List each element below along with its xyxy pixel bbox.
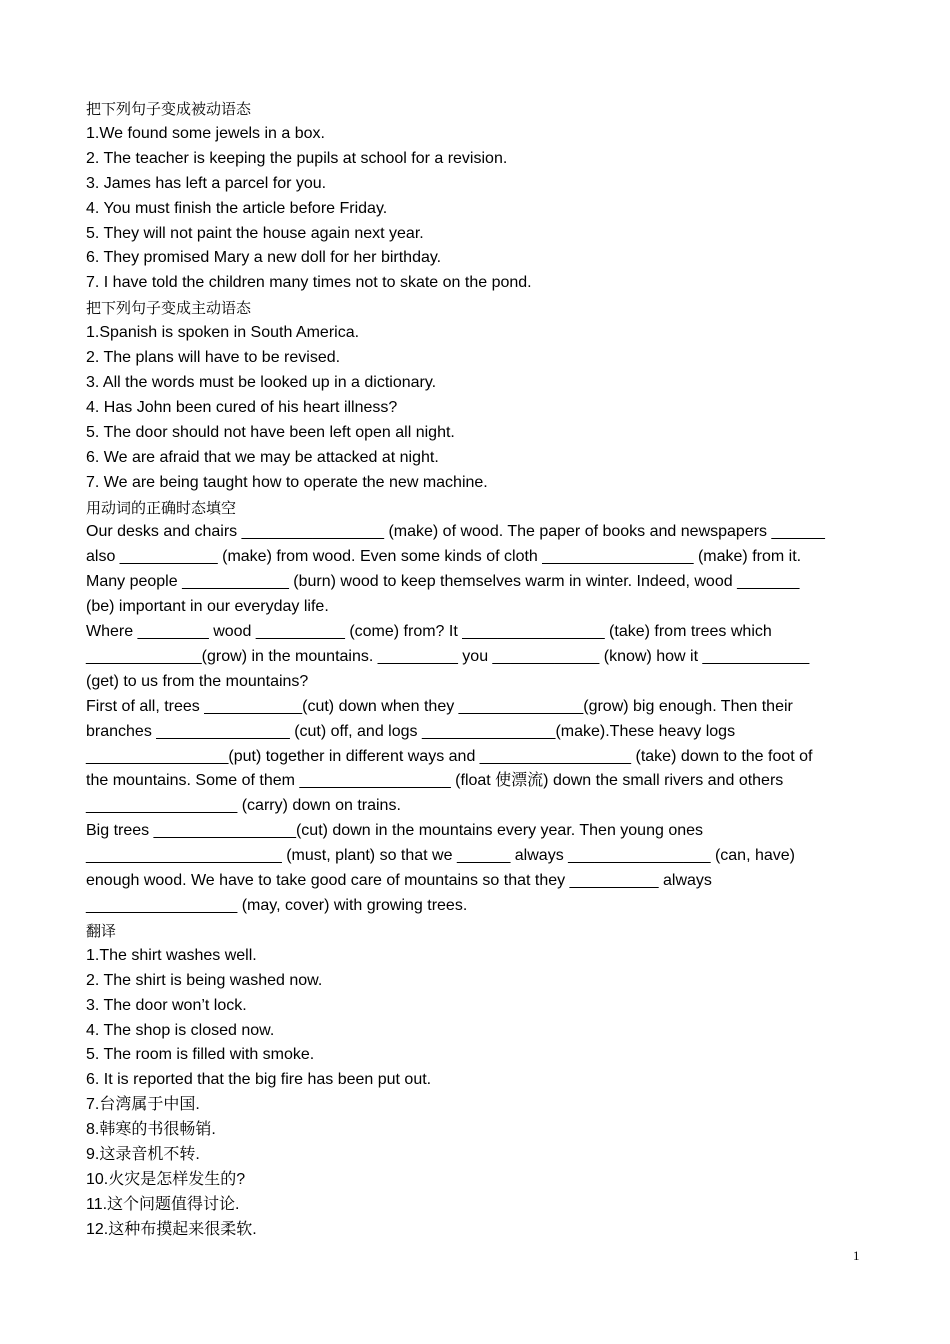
passage-line: the mountains. Some of them _________________ (float 使漂流) down the small rivers and others — [86, 772, 784, 790]
passage-line: _________________ (carry) down on trains. — [86, 797, 401, 815]
exercise-item: 12.这种布摸起来很柔软. — [86, 1220, 257, 1238]
exercise-item: 2. The teacher is keeping the pupils at school for a revision. — [86, 149, 508, 167]
passage-line: Our desks and chairs ________________ (make) of wood. The paper of books and newspapers ______ — [86, 523, 825, 541]
exercise-item: 10.火灾是怎样发生的? — [86, 1170, 246, 1188]
exercise-item: 8.韩寒的书很畅销. — [86, 1121, 216, 1139]
exercise-item: 3. The door won’t lock. — [86, 996, 247, 1014]
page-number: 1 — [853, 1248, 860, 1263]
exercise-item: 5. The room is filled with smoke. — [86, 1046, 315, 1064]
exercise-item: 7.台湾属于中国. — [86, 1096, 200, 1114]
exercise-item: 2. The shirt is being washed now. — [86, 971, 323, 989]
exercise-item: 4. You must finish the article before Friday. — [86, 199, 388, 217]
exercise-item: 5. They will not paint the house again next year. — [86, 224, 424, 242]
passage-line: _________________ (may, cover) with growing trees. — [86, 897, 468, 914]
section-heading-fill-blank: 用动词的正确时态填空 — [86, 498, 237, 517]
exercise-item: 7. We are being taught how to operate the new machine. — [86, 473, 488, 491]
section-heading-translate: 翻译 — [86, 921, 117, 940]
section-heading-active: 把下列句子变成主动语态 — [86, 299, 252, 318]
exercise-item: 1.Spanish is spoken in South America. — [86, 324, 360, 342]
exercise-item: 6. They promised Mary a new doll for her birthday. — [86, 249, 442, 267]
exercise-item: 1.The shirt washes well. — [86, 946, 257, 964]
passage-line: also ___________ (make) from wood. Even some kinds of cloth _________________ (make) from it. — [86, 548, 802, 566]
exercise-item: 2. The plans will have to be revised. — [86, 349, 341, 367]
passage-line: Big trees ________________(cut) down in the mountains every year. Then young ones — [86, 822, 704, 840]
exercise-item: 4. The shop is closed now. — [86, 1021, 275, 1039]
exercise-item: 6. We are afraid that we may be attacked at night. — [86, 448, 439, 466]
exercise-item: 4. Has John been cured of his heart illness? — [86, 398, 398, 416]
passage-line: ______________________ (must, plant) so that we ______ always ________________ (can, have) — [86, 847, 795, 865]
exercise-item: 3. All the words must be looked up in a dictionary. — [86, 373, 437, 391]
exercise-item: 1.We found some jewels in a box. — [86, 124, 325, 142]
passage-line: (get) to us from the mountains? — [86, 672, 309, 690]
exercise-item: 6. It is reported that the big fire has been put out. — [86, 1071, 432, 1089]
passage-line: ________________(put) together in different ways and _________________ (take) down to the foot of — [86, 747, 813, 765]
passage-line: _____________(grow) in the mountains. _________ you ____________ (know) how it ____________ — [86, 647, 810, 665]
exercise-item: 7. I have told the children many times not to skate on the pond. — [86, 274, 532, 292]
passage-line: Where ________ wood __________ (come) from? It ________________ (take) from trees which — [86, 623, 772, 641]
passage-line: (be) important in our everyday life. — [86, 598, 329, 616]
passage-line: enough wood. We have to take good care of mountains so that they __________ always — [86, 872, 712, 890]
exercise-item: 9.这录音机不转. — [86, 1146, 200, 1164]
section-heading-passive: 把下列句子变成被动语态 — [86, 100, 252, 118]
passage-line: branches _______________ (cut) off, and logs _______________(make).These heavy logs — [86, 722, 736, 740]
worksheet-content — [86, 97, 866, 1243]
exercise-item: 3. James has left a parcel for you. — [86, 174, 327, 192]
exercise-item: 5. The door should not have been left open all night. — [86, 423, 455, 441]
passage-line: First of all, trees ___________(cut) down when they ______________(grow) big enough. Then their — [86, 697, 793, 715]
passage-line: Many people ____________ (burn) wood to keep themselves warm in winter. Indeed, wood _______ — [86, 573, 800, 591]
exercise-item: 11.这个问题值得讨论. — [86, 1195, 240, 1213]
